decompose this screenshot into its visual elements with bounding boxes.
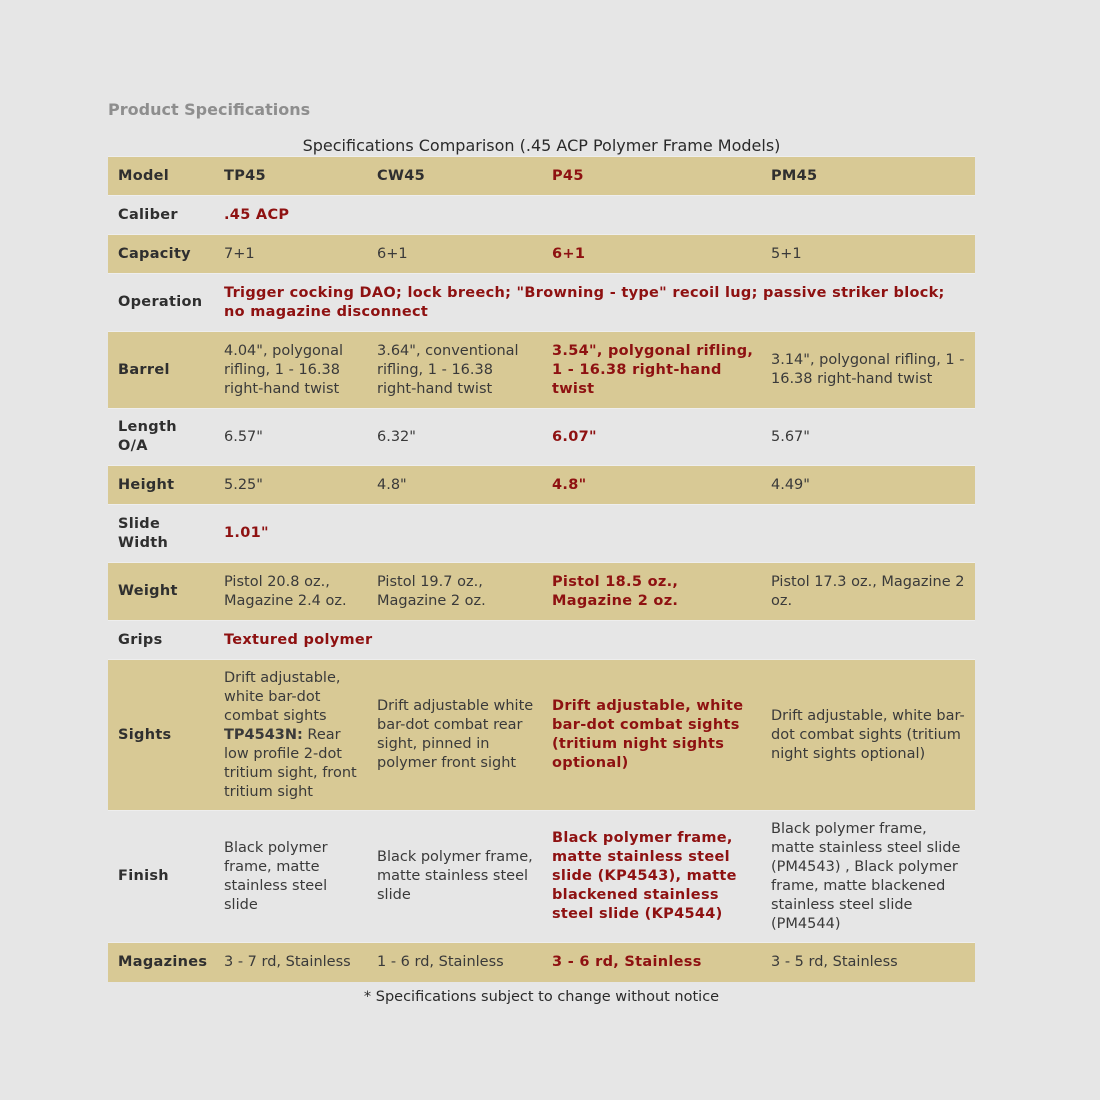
finish-cw45: Black polymer frame, matte stainless steel slide <box>367 811 542 943</box>
section-title: Product Specifications <box>108 100 311 119</box>
row-label: Length O/A <box>108 409 214 466</box>
magazines-pm45: 3 - 5 rd, Stainless <box>761 943 975 982</box>
barrel-pm45: 3.14", polygonal rifling, 1 - 16.38 right-hand twist <box>761 332 975 409</box>
magazines-p45: 3 - 6 rd, Stainless <box>542 943 761 982</box>
height-tp45: 5.25" <box>214 466 367 505</box>
height-p45: 4.8" <box>542 466 761 505</box>
row-label: Slide Width <box>108 505 214 563</box>
capacity-tp45: 7+1 <box>214 235 367 274</box>
caliber-value: .45 ACP <box>214 196 975 235</box>
length-cw45: 6.32" <box>367 409 542 466</box>
length-p45: 6.07" <box>542 409 761 466</box>
capacity-p45: 6+1 <box>542 235 761 274</box>
barrel-cw45: 3.64", conventional rifling, 1 - 16.38 right-hand twist <box>367 332 542 409</box>
header-row <box>108 157 975 196</box>
row-label: Barrel <box>108 332 214 409</box>
header-model-pm45: PM45 <box>761 157 975 196</box>
barrel-p45: 3.54", polygonal rifling, 1 - 16.38 right-hand twist <box>542 332 761 409</box>
sights-tp45-variant-code: TP4543N: <box>224 726 303 743</box>
row-label: Magazines <box>108 943 214 982</box>
magazines-row <box>108 943 975 982</box>
magazines-cw45: 1 - 6 rd, Stainless <box>367 943 542 982</box>
sights-pm45: Drift adjustable, white bar-dot combat sights (tritium night sights optional) <box>761 660 975 811</box>
sights-tp45-main: Drift adjustable, white bar-dot combat sights <box>224 669 341 724</box>
row-label: Caliber <box>108 196 214 235</box>
row-label: Grips <box>108 621 214 660</box>
finish-tp45: Black polymer frame, matte stainless steel slide <box>214 811 367 943</box>
operation-row <box>108 274 975 332</box>
slide-width-row <box>108 505 975 563</box>
row-label: Capacity <box>108 235 214 274</box>
finish-row <box>108 811 975 943</box>
length-tp45: 6.57" <box>214 409 367 466</box>
finish-p45: Black polymer frame, matte stainless steel slide (KP4543), matte blackened stainless steel slide (KP4544) <box>542 811 761 943</box>
row-label: Operation <box>108 274 214 332</box>
sights-row <box>108 660 975 811</box>
operation-value: Trigger cocking DAO; lock breech; "Browning - type" recoil lug; passive striker block; no magazine disconnect <box>214 274 975 332</box>
grips-value: Textured polymer <box>214 621 975 660</box>
specifications-table <box>108 156 975 982</box>
table-caption: Specifications Comparison (.45 ACP Polymer Frame Models) <box>302 136 781 155</box>
capacity-row <box>108 235 975 274</box>
barrel-row <box>108 332 975 409</box>
barrel-tp45: 4.04", polygonal rifling, 1 - 16.38 right-hand twist <box>214 332 367 409</box>
header-label: Model <box>108 157 214 196</box>
magazines-tp45: 3 - 7 rd, Stainless <box>214 943 367 982</box>
sights-cw45: Drift adjustable white bar-dot combat rear sight, pinned in polymer front sight <box>367 660 542 811</box>
grips-row <box>108 621 975 660</box>
weight-p45: Pistol 18.5 oz., Magazine 2 oz. <box>542 563 761 621</box>
slide-width-value: 1.01" <box>214 505 975 563</box>
caliber-row <box>108 196 975 235</box>
capacity-cw45: 6+1 <box>367 235 542 274</box>
row-label: Finish <box>108 811 214 943</box>
capacity-pm45: 5+1 <box>761 235 975 274</box>
height-row <box>108 466 975 505</box>
weight-tp45: Pistol 20.8 oz., Magazine 2.4 oz. <box>214 563 367 621</box>
row-label: Sights <box>108 660 214 811</box>
header-model-tp45: TP45 <box>214 157 367 196</box>
height-pm45: 4.49" <box>761 466 975 505</box>
height-cw45: 4.8" <box>367 466 542 505</box>
finish-pm45: Black polymer frame, matte stainless steel slide (PM4543) , Black polymer frame, matte blackened stainless steel slide (PM4544) <box>761 811 975 943</box>
length-pm45: 5.67" <box>761 409 975 466</box>
weight-pm45: Pistol 17.3 oz., Magazine 2 oz. <box>761 563 975 621</box>
sights-tp45-variant-text: Rear low profile 2-dot tritium sight, front tritium sight <box>224 726 357 800</box>
header-model-p45: P45 <box>542 157 761 196</box>
footnote: * Specifications subject to change without notice <box>363 989 720 1005</box>
length-row <box>108 409 975 466</box>
sights-tp45 <box>214 660 367 811</box>
weight-cw45: Pistol 19.7 oz., Magazine 2 oz. <box>367 563 542 621</box>
weight-row <box>108 563 975 621</box>
row-label: Weight <box>108 563 214 621</box>
row-label: Height <box>108 466 214 505</box>
header-model-cw45: CW45 <box>367 157 542 196</box>
sights-p45: Drift adjustable, white bar-dot combat sights (tritium night sights optional) <box>542 660 761 811</box>
